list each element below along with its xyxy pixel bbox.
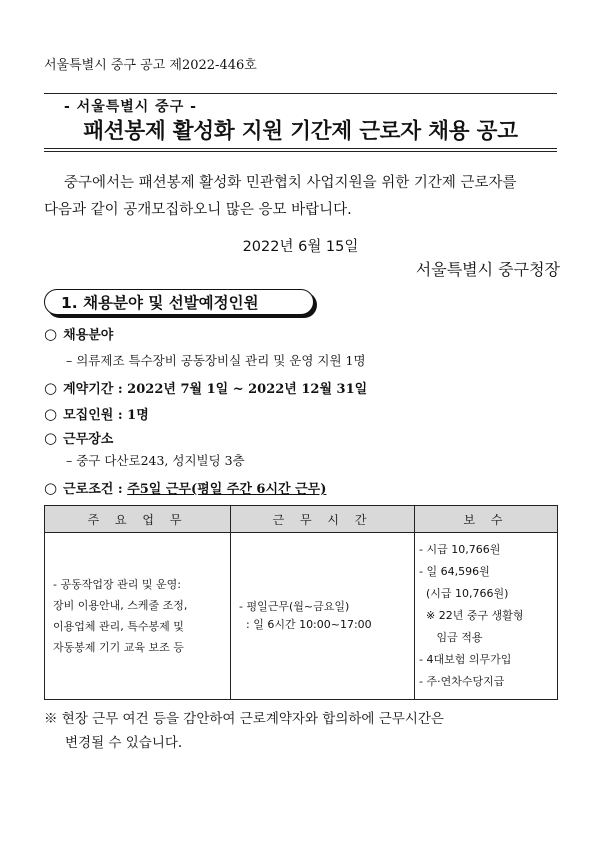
intro-paragraph	[44, 170, 564, 224]
duty-line: 이용업체 관리, 특수봉제 및	[53, 620, 184, 633]
header-rule	[44, 93, 557, 94]
item-conditions	[44, 478, 326, 497]
pay-line: 임금 적용	[419, 631, 483, 644]
header-duties: 주 요 업 무	[45, 506, 231, 533]
hours-line: : 일 6시간 10:00~17:00	[239, 618, 372, 631]
duties-cell	[45, 533, 231, 700]
pay-line: - 시급 10,766원	[419, 543, 501, 556]
item-count-text: 모집인원 : 1명	[63, 408, 149, 423]
pay-line: - 일 64,596원	[419, 565, 490, 578]
header-pay: 보 수	[415, 506, 558, 533]
pay-line: (시급 10,766원)	[419, 587, 509, 600]
item-field	[44, 324, 113, 343]
footnote-line-1: ※ 현장 근무 여건 등을 감안하여 근로계약자와 합의하에 근무시간은	[44, 711, 444, 727]
pay-cell	[415, 533, 558, 700]
duty-line: 자동봉제 기기 교육 보조 등	[53, 641, 184, 654]
work-conditions-table	[44, 505, 558, 700]
circle-bullet-icon: ○	[44, 429, 58, 447]
item-conditions-value: 주5일 근무(평일 주간 6시간 근무)	[127, 482, 327, 497]
circle-bullet-icon: ○	[44, 379, 58, 397]
pay-line: ※ 22년 중구 생활형	[419, 609, 524, 622]
item-period-text: 계약기간 : 2022년 7월 1일 ~ 2022년 12월 31일	[63, 382, 368, 397]
issuing-agency: 서울특별시 중구청장	[415, 260, 560, 279]
notice-number: 서울특별시 중구 공고 제2022-446호	[44, 58, 257, 73]
item-count	[44, 404, 149, 423]
pay-line: - 주·연차수당지급	[419, 675, 505, 688]
header-subtitle: - 서울특별시 중구 -	[64, 99, 197, 115]
table-header-row	[45, 506, 558, 533]
header-hours: 근 무 시 간	[231, 506, 415, 533]
item-conditions-label: 근로조건 :	[63, 482, 128, 497]
title-double-rule	[44, 148, 557, 152]
hours-cell	[231, 533, 415, 700]
item-field-label: 채용분야	[63, 328, 114, 343]
hours-line: - 평일근무(월~금요일)	[239, 600, 350, 613]
footnote	[44, 707, 564, 755]
intro-line-2: 다음과 같이 공개모집하오니 많은 응모 바랍니다.	[44, 202, 352, 218]
footnote-line-2: 변경될 수 있습니다.	[65, 735, 183, 751]
circle-bullet-icon: ○	[44, 479, 58, 497]
duty-line: 장비 이용안내, 스케줄 조정,	[53, 599, 188, 612]
notice-date: 2022년 6월 15일	[242, 239, 359, 255]
duty-line: - 공동작업장 관리 및 운영:	[53, 578, 181, 591]
item-period	[44, 378, 367, 397]
circle-bullet-icon: ○	[44, 325, 58, 343]
circle-bullet-icon: ○	[44, 405, 58, 423]
item-place-label: 근무장소	[63, 432, 114, 447]
item-field-detail: – 의류제조 특수장비 공동장비실 관리 및 운영 지원 1명	[66, 353, 366, 368]
section-1-heading: 1. 채용분야 및 선발예정인원	[44, 289, 314, 315]
table-row	[45, 533, 558, 700]
intro-line-1: 중구에서는 패션봉제 활성화 민관협치 사업지원을 위한 기간제 근로자를	[64, 175, 517, 191]
pay-line: - 4대보험 의무가입	[419, 653, 512, 666]
item-place	[44, 428, 113, 447]
item-place-detail: – 중구 다산로243, 성지빌딩 3층	[66, 453, 245, 468]
document-title: 패션봉제 활성화 지원 기간제 근로자 채용 공고	[83, 119, 518, 144]
